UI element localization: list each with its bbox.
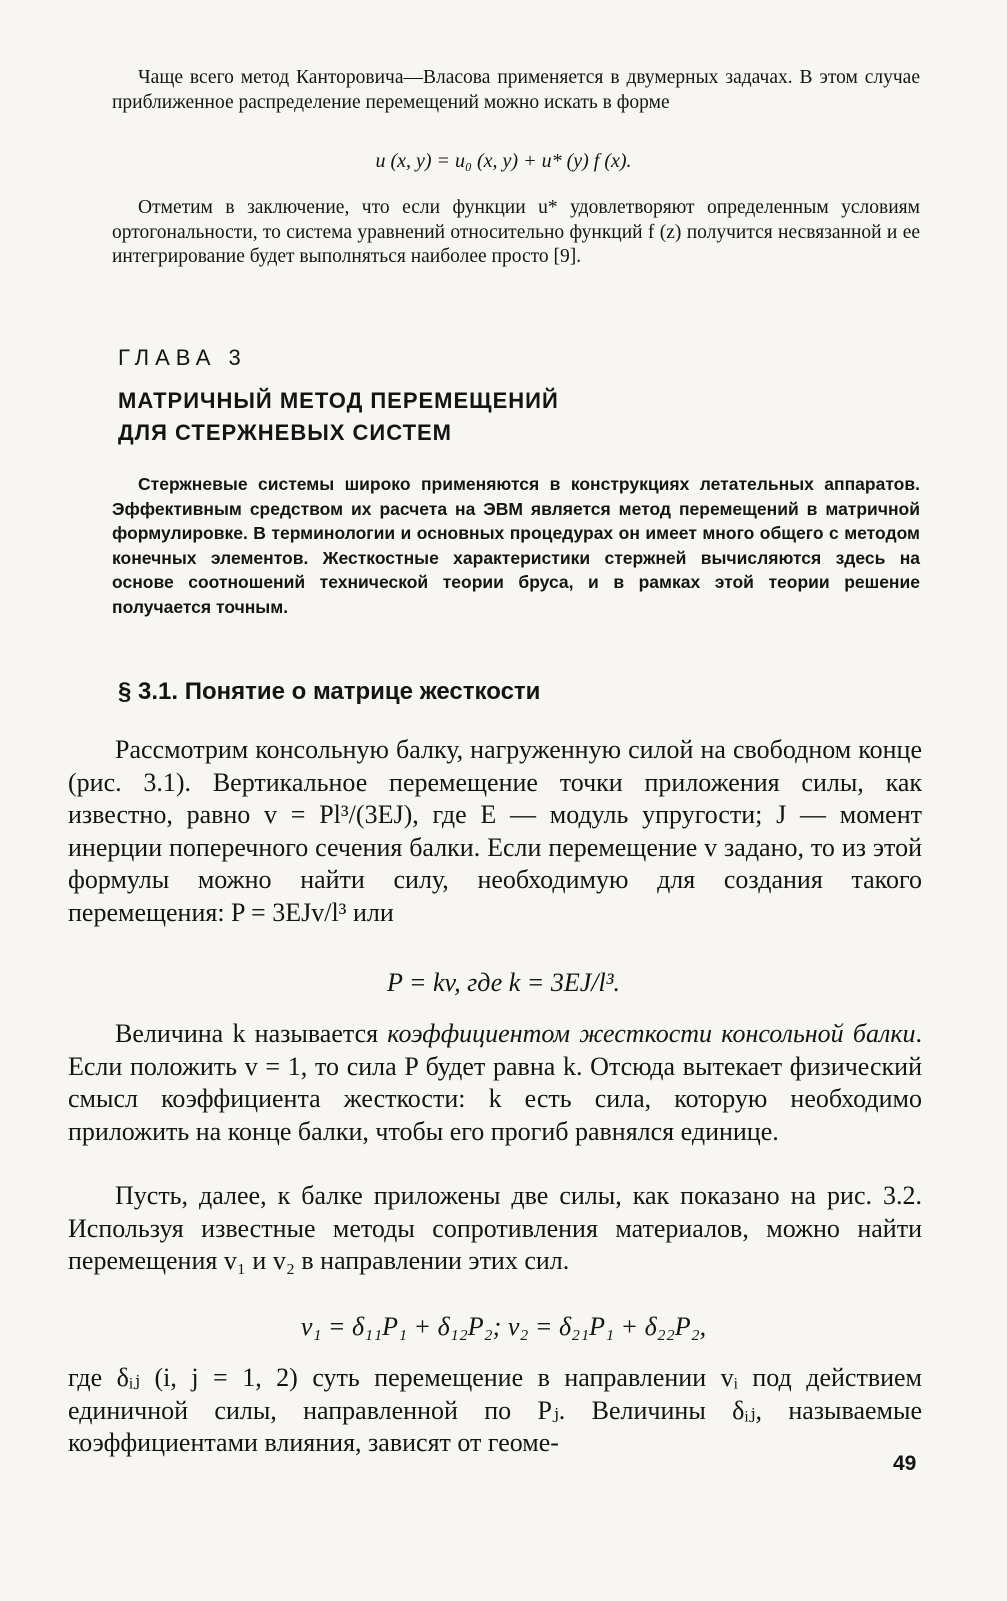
intro-formula: u (x, y) = u₀ (x, y) + u* (y) f (x).: [375, 150, 632, 172]
chapter-abstract: Стержневые системы широко применяются в конструкциях летательных аппаратов. Эффективным средством их расчета на ЭВМ является метод перемещений в матричной формулировке. В терминологии и основных процедурах он имеет много общего с методом конечных элементов. Жесткостные характеристики стержней вычисляются здесь на основе соотношений технической теории бруса, и в рамках этой теории решение получается точным.: [112, 474, 920, 617]
formula-stiffness: P = kv, где k = 3EJ/l³.: [386, 968, 620, 997]
body-paragraph-3: Пусть, далее, к балке приложены две силы, как показано на рис. 3.2. Используя известные методы сопротивления материалов, можно найти перемещения v₁ и v₂ в направлении этих сил.: [68, 1181, 922, 1275]
chapter-label: ГЛАВА 3: [118, 345, 247, 370]
section-heading: § 3.1. Понятие о матрице жесткости: [118, 678, 541, 705]
chapter-title-line-2: ДЛЯ СТЕРЖНЕВЫХ СИСТЕМ: [118, 420, 453, 445]
body-paragraph-2: [68, 1018, 922, 1148]
body-paragraph-1: Рассмотрим консольную балку, нагруженную силой на свободном конце (рис. 3.1). Вертикальное перемещение точки приложения силы, как известно, равно v = Pl³/(3EJ), где E — модуль упругости; J — момент инерции поперечного сечения балки. Если перемещение v задано, то из этой формулы можно найти силу, необходимую для создания такого перемещения: P = 3EJv/l³ или: [68, 735, 922, 927]
chapter-title: [118, 385, 559, 449]
para2-rest: . Если положить v = 1, то сила P будет равна k. Отсюда вытекает физический смысл коэффициента жесткости: k есть сила, которую необходимо приложить на конце балки, чтобы его прогиб равнялся единице.: [68, 1019, 922, 1146]
intro-paragraph-2: Отметим в заключение, что если функции u* удовлетворяют определенным условиям ортогональности, то система уравнений относительно функций f (z) получится несвязанной и ее интегрирование будет выполняться наиболее просто [9].: [112, 197, 920, 267]
intro-paragraph-1: Чаще всего метод Канторовича—Власова применяется в двумерных задачах. В этом случае приближенное распределение перемещений можно искать в форме: [112, 67, 920, 113]
term-stiffness-coefficient: коэффициентом жесткости консольной балки: [387, 1019, 916, 1048]
para2-start: Величина k называется: [115, 1019, 388, 1048]
page-number: 49: [893, 1452, 917, 1475]
body-paragraph-4: где δᵢⱼ (i, j = 1, 2) суть перемещение в направлении vᵢ под действием единичной силы, направленной по Pⱼ. Величины δᵢⱼ, называемые коэффициентами влияния, зависят от геоме-: [68, 1363, 922, 1457]
chapter-title-line-1: МАТРИЧНЫЙ МЕТОД ПЕРЕМЕЩЕНИЙ: [118, 388, 559, 413]
formula-displacements: v₁ = δ₁₁P₁ + δ₁₂P₂; v₂ = δ₂₁P₁ + δ₂₂P₂,: [300, 1312, 707, 1341]
